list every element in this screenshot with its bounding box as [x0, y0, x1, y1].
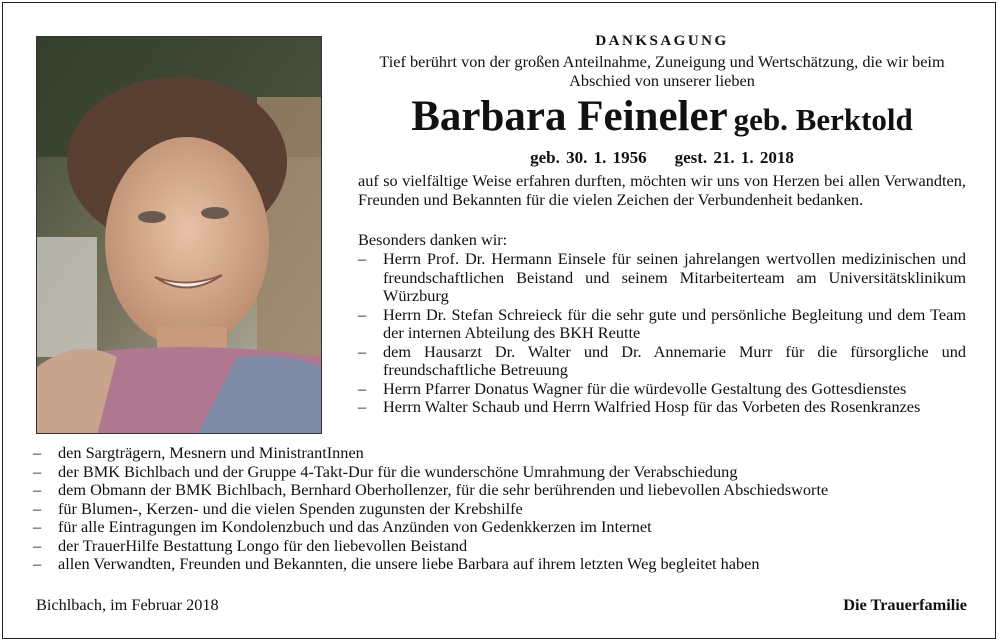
heading-title: DANKSAGUNG: [595, 33, 729, 49]
life-dates: [358, 148, 966, 168]
dash-bullet: –: [358, 341, 367, 361]
thanks-lead: Besonders danken wir:: [358, 230, 508, 249]
list-item: [33, 537, 973, 556]
dash-bullet: –: [33, 535, 42, 555]
list-item: [358, 343, 966, 380]
list-item-text: Herrn Walter Schaub und Herrn Walfried Hosp für das Vorbeten des Rosenkranzes: [383, 397, 921, 416]
list-item-text: dem Hausarzt Dr. Walter und Dr. Annemarie Murr für die fürsorgliche und freundschaftliche Betreuung: [383, 341, 966, 379]
list-item-text: allen Verwandten, Freunden und Bekannten, die unsere liebe Barbara auf ihrem letzten Weg begleitet haben: [58, 554, 760, 573]
list-item-text: Herrn Dr. Stefan Schreieck für die sehr gute und persönliche Begleitung und dem Team der internen Abteilung des BKH Reutte: [383, 304, 966, 342]
list-item: [358, 380, 966, 399]
deceased-name: Barbara Feineler: [411, 93, 728, 140]
list-item-text: für Blumen-, Kerzen- und die vielen Spenden zugunsten der Krebshilfe: [58, 498, 523, 518]
thanks-list-right: [358, 250, 966, 417]
list-item-text: Herrn Prof. Dr. Hermann Einsele für seinen jahrelangen wertvollen medizinischen und freundschaftlichen Beistand und seinem Mitarbeiterteam am Universitätsklinikum Würzburg: [383, 249, 966, 305]
dash-bullet: –: [33, 517, 42, 536]
list-item: [33, 500, 973, 519]
place-date: Bichlbach, im Februar 2018: [36, 595, 219, 614]
list-item-text: dem Obmann der BMK Bichlbach, Bernhard Oberhollenzer, für die sehr berührenden und liebevollen Abschiedsworte: [58, 480, 829, 499]
list-item-text: der TrauerHilfe Bestattung Longo für den liebevollen Beistand: [58, 535, 468, 555]
dash-bullet: –: [33, 498, 42, 518]
intro-text: Tief berührt von der großen Anteilnahme, Zuneigung und Wertschätzung, die wir beim Abschied von unserer lieben: [379, 52, 945, 90]
dash-bullet: –: [358, 304, 367, 324]
list-item: [33, 481, 973, 500]
deceased-name-line: [358, 92, 966, 141]
dash-bullet: –: [358, 378, 367, 398]
thanks-list-bottom: [33, 444, 973, 574]
list-item: [33, 463, 973, 482]
list-item: [33, 518, 973, 537]
list-item: [358, 306, 966, 343]
list-item: [358, 250, 966, 306]
dash-bullet: –: [33, 554, 42, 573]
dash-bullet: –: [33, 480, 42, 499]
signature: Die Trauerfamilie: [843, 595, 967, 614]
dash-bullet: –: [33, 461, 42, 481]
list-item-text: den Sargträgern, Mesnern und MinistrantInnen: [58, 443, 364, 462]
thanks-paragraph: auf so vielfältige Weise erfahren durften, möchten wir uns von Herzen bei allen Verwandten, Freunden und Bekannten für die vielen Zeichen der Verbundenheit bedanken.: [358, 171, 966, 209]
maiden-name: geb. Berktold: [733, 102, 913, 137]
portrait-image: [37, 37, 322, 434]
list-item-text: Herrn Pfarrer Donatus Wagner für die würdevolle Gestaltung des Gottesdienstes: [383, 378, 907, 398]
list-item: [33, 444, 973, 463]
birth-date: geb. 30. 1. 1956: [530, 148, 647, 167]
dash-bullet: –: [358, 249, 367, 268]
list-item: [33, 555, 973, 574]
list-item-text: der BMK Bichlbach und der Gruppe 4-Takt-Dur für die wunderschöne Umrahmung der Verabschiedung: [58, 461, 738, 481]
dash-bullet: –: [33, 443, 42, 462]
death-date: gest. 21. 1. 2018: [674, 148, 794, 167]
dash-bullet: –: [358, 397, 367, 416]
list-item: [358, 398, 966, 417]
portrait-photo: [36, 36, 322, 434]
list-item-text: für alle Eintragungen im Kondolenzbuch und das Anzünden von Gedenkkerzen im Internet: [58, 517, 652, 536]
